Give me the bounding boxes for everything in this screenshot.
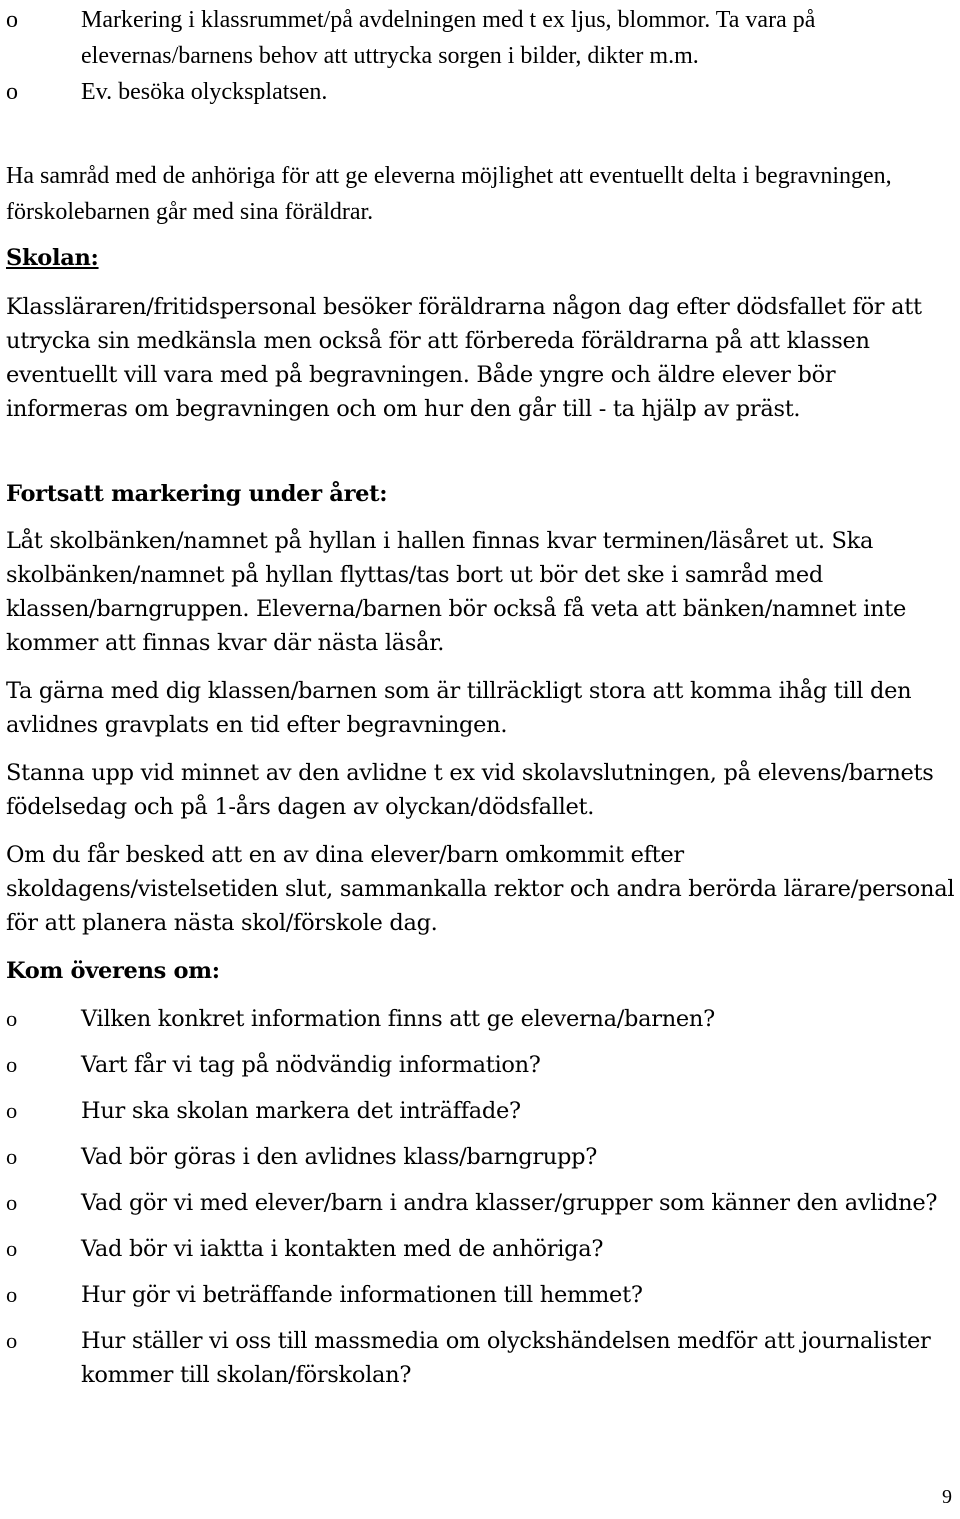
paragraph-fortsatt-4: Om du får besked att en av dina elever/barn omkommit efter skoldagens/vistelsetiden slut, sammankalla rektor och andra berörda lärare/personal för att planera nästa skol/förskole dag.	[6, 842, 955, 936]
heading-skolan: Skolan:	[6, 245, 99, 271]
list-item	[6, 1002, 960, 1036]
list-item	[6, 1186, 960, 1220]
list-item	[6, 1048, 960, 1082]
bullet-marker: o	[6, 1328, 17, 1353]
kom-overens-list	[6, 1002, 960, 1404]
list-item-text: Vad gör vi med elever/barn i andra klasser/grupper som känner den avlidne?	[81, 1190, 938, 1216]
bullet-marker: o	[6, 1006, 17, 1031]
bullet-marker: o	[6, 1052, 17, 1077]
bullet-marker: o	[6, 1282, 17, 1307]
bullet-marker: o	[6, 1098, 17, 1123]
list-item	[6, 1140, 960, 1174]
list-item-text: Vilken konkret information finns att ge eleverna/barnen?	[81, 1006, 715, 1032]
list-item	[6, 1094, 960, 1128]
paragraph-fortsatt-3: Stanna upp vid minnet av den avlidne t ex vid skolavslutningen, på elevens/barnets födelsedag och på 1-års dagen av olyckan/dödsfallet.	[6, 760, 934, 820]
list-item	[6, 1278, 960, 1312]
top-bullet-list	[6, 2, 946, 110]
list-item-text: Ev. besöka olycksplatsen.	[81, 79, 328, 105]
list-item-text: Hur ska skolan markera det inträffade?	[81, 1098, 521, 1124]
list-item	[6, 74, 946, 110]
list-item-text: Hur gör vi beträffande informationen till hemmet?	[81, 1282, 643, 1308]
bullet-marker: o	[6, 7, 18, 33]
list-item	[6, 1232, 960, 1266]
list-item	[6, 2, 946, 74]
paragraph-fortsatt-2: Ta gärna med dig klassen/barnen som är tillräckligt stora att komma ihåg till den avlidnes gravplats en tid efter begravningen.	[6, 678, 912, 738]
list-item-text: Markering i klassrummet/på avdelningen med t ex ljus, blommor. Ta vara på elevernas/barnens behov att uttrycka sorgen i bilder, dikter m.m.	[81, 7, 816, 69]
heading-kom-overens: Kom överens om:	[6, 958, 220, 984]
bullet-marker: o	[6, 1190, 17, 1215]
paragraph-fortsatt-1: Låt skolbänken/namnet på hyllan i hallen finnas kvar terminen/läsåret ut. Ska skolbänken/namnet på hyllan flyttas/tas bort ut bör det ske i samråd med klassen/barngruppen. Eleverna/barnen bör också få veta att bänken/namnet inte kommer att finnas kvar där nästa läsår.	[6, 528, 907, 656]
bullet-marker: o	[6, 1144, 17, 1169]
list-item	[6, 1324, 960, 1392]
paragraph-samrad: Ha samråd med de anhöriga för att ge eleverna möjlighet att eventuellt delta i begravningen, förskolebarnen går med sina föräldrar.	[6, 163, 892, 225]
page-number: 9	[942, 1486, 952, 1508]
list-item-text: Vart får vi tag på nödvändig information?	[81, 1052, 541, 1078]
list-item-text: Hur ställer vi oss till massmedia om olyckshändelsen medför att journalister kommer till skolan/förskolan?	[81, 1328, 931, 1388]
list-item-text: Vad bör vi iaktta i kontakten med de anhöriga?	[81, 1236, 604, 1262]
list-item-text: Vad bör göras i den avlidnes klass/barngrupp?	[81, 1144, 597, 1170]
bullet-marker: o	[6, 1236, 17, 1261]
paragraph-skolan: Klassläraren/fritidspersonal besöker föräldrarna någon dag efter dödsfallet för att utrycka sin medkänsla men också för att förbereda föräldrarna på att klassen eventuellt vill vara med på begravningen. Både yngre och äldre elever bör informeras om begravningen och om hur den går till - ta hjälp av präst.	[6, 294, 922, 422]
heading-fortsatt: Fortsatt markering under året:	[6, 481, 388, 507]
bullet-marker: o	[6, 79, 18, 105]
